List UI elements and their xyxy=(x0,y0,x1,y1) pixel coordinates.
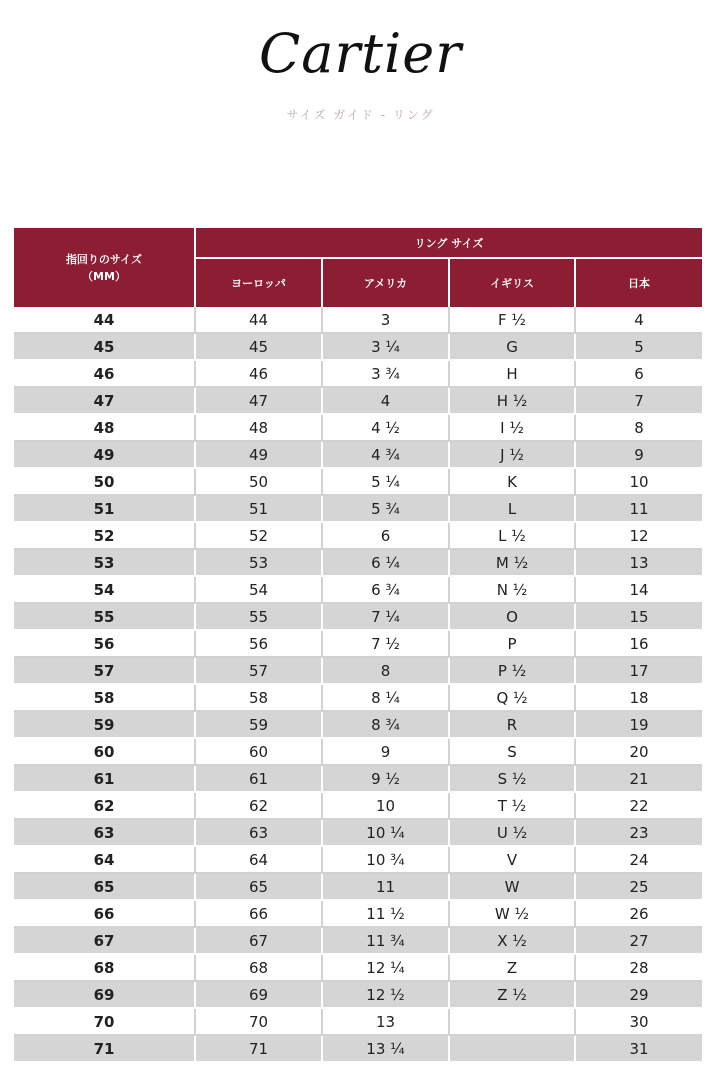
ring-size-table xyxy=(14,228,702,1063)
cell-uk: R xyxy=(449,711,575,738)
table-row xyxy=(14,549,702,576)
cell-europe: 71 xyxy=(195,1035,322,1062)
cell-europe: 62 xyxy=(195,792,322,819)
cell-japan: 24 xyxy=(575,846,702,873)
cell-europe: 58 xyxy=(195,684,322,711)
cell-europe: 57 xyxy=(195,657,322,684)
cell-japan: 8 xyxy=(575,414,702,441)
cell-japan: 15 xyxy=(575,603,702,630)
cell-uk: L ½ xyxy=(449,522,575,549)
table-row xyxy=(14,900,702,927)
cell-mm: 70 xyxy=(14,1008,195,1035)
table-body xyxy=(14,307,702,1062)
cell-japan: 30 xyxy=(575,1008,702,1035)
cell-uk: L xyxy=(449,495,575,522)
cell-usa: 9 ½ xyxy=(322,765,449,792)
table-row xyxy=(14,792,702,819)
table-row xyxy=(14,873,702,900)
cell-mm: 65 xyxy=(14,873,195,900)
table-row xyxy=(14,522,702,549)
cell-usa: 4 ¾ xyxy=(322,441,449,468)
cell-mm: 53 xyxy=(14,549,195,576)
cell-usa: 9 xyxy=(322,738,449,765)
cell-usa: 5 ¼ xyxy=(322,468,449,495)
header-europe: ヨーロッパ xyxy=(195,258,322,307)
cell-europe: 49 xyxy=(195,441,322,468)
cell-mm: 47 xyxy=(14,387,195,414)
table-row xyxy=(14,333,702,360)
table-row xyxy=(14,981,702,1008)
cell-europe: 63 xyxy=(195,819,322,846)
table-row xyxy=(14,765,702,792)
cell-uk: P ½ xyxy=(449,657,575,684)
cell-mm: 58 xyxy=(14,684,195,711)
table-row xyxy=(14,360,702,387)
cell-mm: 45 xyxy=(14,333,195,360)
cell-europe: 53 xyxy=(195,549,322,576)
cell-japan: 27 xyxy=(575,927,702,954)
cell-mm: 57 xyxy=(14,657,195,684)
cell-mm: 67 xyxy=(14,927,195,954)
cell-usa: 3 ¾ xyxy=(322,360,449,387)
cell-uk: H xyxy=(449,360,575,387)
cell-japan: 22 xyxy=(575,792,702,819)
cell-uk: W xyxy=(449,873,575,900)
header-usa: アメリカ xyxy=(322,258,449,307)
cell-uk: G xyxy=(449,333,575,360)
cell-europe: 61 xyxy=(195,765,322,792)
cell-uk: Q ½ xyxy=(449,684,575,711)
cell-mm: 60 xyxy=(14,738,195,765)
cell-japan: 9 xyxy=(575,441,702,468)
cell-japan: 18 xyxy=(575,684,702,711)
cell-europe: 51 xyxy=(195,495,322,522)
cell-usa: 6 xyxy=(322,522,449,549)
table-row xyxy=(14,495,702,522)
cell-usa: 10 ¼ xyxy=(322,819,449,846)
cell-uk: N ½ xyxy=(449,576,575,603)
cell-mm: 44 xyxy=(14,307,195,333)
cell-usa: 3 ¼ xyxy=(322,333,449,360)
table-row xyxy=(14,1035,702,1062)
cell-mm: 69 xyxy=(14,981,195,1008)
cell-japan: 29 xyxy=(575,981,702,1008)
cell-europe: 70 xyxy=(195,1008,322,1035)
cell-uk: X ½ xyxy=(449,927,575,954)
cell-mm: 46 xyxy=(14,360,195,387)
cell-usa: 12 ¼ xyxy=(322,954,449,981)
cell-uk: P xyxy=(449,630,575,657)
cell-mm: 49 xyxy=(14,441,195,468)
cell-usa: 4 xyxy=(322,387,449,414)
cell-mm: 48 xyxy=(14,414,195,441)
cell-japan: 12 xyxy=(575,522,702,549)
cell-mm: 62 xyxy=(14,792,195,819)
cell-japan: 23 xyxy=(575,819,702,846)
cell-uk: S ½ xyxy=(449,765,575,792)
cell-europe: 44 xyxy=(195,307,322,333)
cell-uk: M ½ xyxy=(449,549,575,576)
table-row xyxy=(14,1008,702,1035)
cell-uk: I ½ xyxy=(449,414,575,441)
cell-europe: 55 xyxy=(195,603,322,630)
cell-mm: 63 xyxy=(14,819,195,846)
cell-japan: 16 xyxy=(575,630,702,657)
cell-europe: 47 xyxy=(195,387,322,414)
cell-usa: 8 xyxy=(322,657,449,684)
table-row xyxy=(14,307,702,333)
cell-usa: 12 ½ xyxy=(322,981,449,1008)
cell-europe: 60 xyxy=(195,738,322,765)
cell-europe: 68 xyxy=(195,954,322,981)
table-row xyxy=(14,630,702,657)
cell-japan: 21 xyxy=(575,765,702,792)
cell-japan: 31 xyxy=(575,1035,702,1062)
cell-japan: 7 xyxy=(575,387,702,414)
cell-uk: F ½ xyxy=(449,307,575,333)
cell-usa: 10 ¾ xyxy=(322,846,449,873)
cell-europe: 46 xyxy=(195,360,322,387)
cell-mm: 52 xyxy=(14,522,195,549)
cell-uk xyxy=(449,1035,575,1062)
brand-logo: Cartier xyxy=(258,22,463,85)
cell-usa: 11 ¾ xyxy=(322,927,449,954)
cell-usa: 4 ½ xyxy=(322,414,449,441)
cell-usa: 8 ¼ xyxy=(322,684,449,711)
cell-japan: 5 xyxy=(575,333,702,360)
cell-mm: 68 xyxy=(14,954,195,981)
cell-europe: 64 xyxy=(195,846,322,873)
cell-uk xyxy=(449,1008,575,1035)
table-row xyxy=(14,468,702,495)
cell-uk: U ½ xyxy=(449,819,575,846)
cell-mm: 51 xyxy=(14,495,195,522)
cell-mm: 64 xyxy=(14,846,195,873)
cell-europe: 45 xyxy=(195,333,322,360)
cell-japan: 28 xyxy=(575,954,702,981)
cell-mm: 66 xyxy=(14,900,195,927)
cell-europe: 48 xyxy=(195,414,322,441)
cell-japan: 6 xyxy=(575,360,702,387)
cell-europe: 50 xyxy=(195,468,322,495)
cell-usa: 7 ½ xyxy=(322,630,449,657)
cell-usa: 7 ¼ xyxy=(322,603,449,630)
cell-mm: 55 xyxy=(14,603,195,630)
cell-japan: 17 xyxy=(575,657,702,684)
cell-europe: 56 xyxy=(195,630,322,657)
cell-uk: Z xyxy=(449,954,575,981)
cell-japan: 10 xyxy=(575,468,702,495)
cell-usa: 11 xyxy=(322,873,449,900)
cell-mm: 71 xyxy=(14,1035,195,1062)
cell-uk: O xyxy=(449,603,575,630)
cell-japan: 14 xyxy=(575,576,702,603)
cell-uk: J ½ xyxy=(449,441,575,468)
table-row xyxy=(14,711,702,738)
header-uk: イギリス xyxy=(449,258,575,307)
cell-usa: 3 xyxy=(322,307,449,333)
cell-europe: 67 xyxy=(195,927,322,954)
cell-japan: 20 xyxy=(575,738,702,765)
page-subtitle: サイズ ガイド - リング xyxy=(286,108,435,122)
table-header xyxy=(14,228,702,307)
cell-europe: 69 xyxy=(195,981,322,1008)
cell-mm: 50 xyxy=(14,468,195,495)
cell-europe: 65 xyxy=(195,873,322,900)
table-row xyxy=(14,441,702,468)
cell-usa: 6 ¾ xyxy=(322,576,449,603)
table-row xyxy=(14,387,702,414)
table-row xyxy=(14,954,702,981)
cell-europe: 59 xyxy=(195,711,322,738)
cell-mm: 61 xyxy=(14,765,195,792)
cell-japan: 4 xyxy=(575,307,702,333)
table-row xyxy=(14,819,702,846)
cell-uk: H ½ xyxy=(449,387,575,414)
cell-usa: 5 ¾ xyxy=(322,495,449,522)
cell-uk: S xyxy=(449,738,575,765)
cell-europe: 66 xyxy=(195,900,322,927)
cell-japan: 13 xyxy=(575,549,702,576)
cell-japan: 11 xyxy=(575,495,702,522)
table-row xyxy=(14,414,702,441)
table-row xyxy=(14,846,702,873)
cell-uk: V xyxy=(449,846,575,873)
header-ring-size-group: リング サイズ xyxy=(195,228,702,258)
table-row xyxy=(14,684,702,711)
cell-usa: 13 ¼ xyxy=(322,1035,449,1062)
header-japan: 日本 xyxy=(575,258,702,307)
cell-europe: 52 xyxy=(195,522,322,549)
cell-japan: 19 xyxy=(575,711,702,738)
cell-uk: K xyxy=(449,468,575,495)
table-row xyxy=(14,576,702,603)
cell-uk: Z ½ xyxy=(449,981,575,1008)
cell-usa: 8 ¾ xyxy=(322,711,449,738)
cell-europe: 54 xyxy=(195,576,322,603)
header-mm-size xyxy=(14,228,195,307)
cell-mm: 56 xyxy=(14,630,195,657)
cell-usa: 6 ¼ xyxy=(322,549,449,576)
cell-usa: 10 xyxy=(322,792,449,819)
cell-mm: 54 xyxy=(14,576,195,603)
table-row xyxy=(14,657,702,684)
cell-mm: 59 xyxy=(14,711,195,738)
table-row xyxy=(14,603,702,630)
cell-japan: 25 xyxy=(575,873,702,900)
cell-usa: 13 xyxy=(322,1008,449,1035)
cell-uk: W ½ xyxy=(449,900,575,927)
cell-usa: 11 ½ xyxy=(322,900,449,927)
cell-uk: T ½ xyxy=(449,792,575,819)
cell-japan: 26 xyxy=(575,900,702,927)
table-row xyxy=(14,927,702,954)
header-mm-label: 指回りのサイズ （MM） xyxy=(65,252,143,283)
table-row xyxy=(14,738,702,765)
